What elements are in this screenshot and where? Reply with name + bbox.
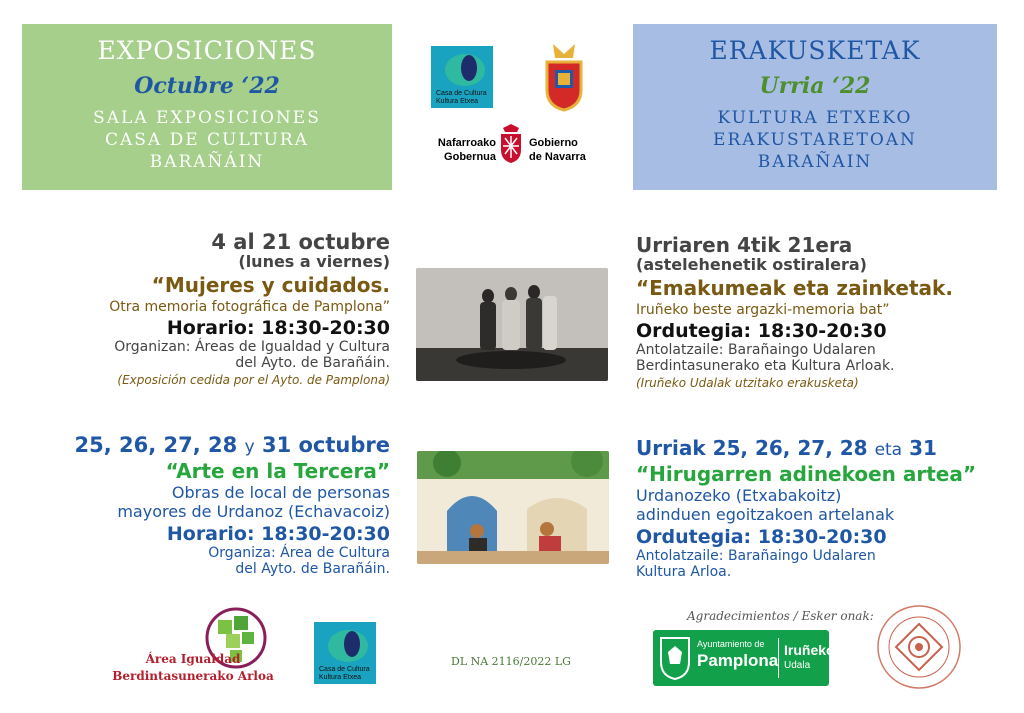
exhibit-description: adinduen egoitzakoen artelanak bbox=[636, 505, 895, 524]
header-sub-es bbox=[22, 107, 392, 173]
exhibit-organizer: Antolatzaile: Barañaingo Udalaren bbox=[636, 548, 876, 564]
header-sub-line: BARAÑÁIN bbox=[149, 152, 265, 172]
dates-part: 31 bbox=[909, 436, 937, 460]
exhibit2-eu bbox=[636, 436, 1016, 580]
svg-text:Kultura Etxea: Kultura Etxea bbox=[319, 674, 362, 681]
dates-connector: y bbox=[244, 437, 255, 457]
pamplona-shield-icon bbox=[659, 636, 691, 680]
header-title-eu: ERAKUSKETAK bbox=[709, 36, 921, 65]
exhibit-organizer: del Ayto. de Barañáin. bbox=[235, 561, 390, 577]
gobierno-navarra-label: Gobierno de Navarra bbox=[529, 137, 586, 163]
header-box-es bbox=[22, 24, 392, 190]
exhibit-title: “Arte en la Tercera” bbox=[165, 459, 390, 483]
igualdad-text: Área Igualdad bbox=[145, 652, 241, 666]
casa-cultura-icon bbox=[314, 622, 376, 684]
svg-text:Casa de Cultura: Casa de Cultura bbox=[436, 90, 487, 97]
dates-connector: eta bbox=[874, 440, 903, 460]
exhibit-organizer: Antolatzaile: Barañaingo Udalaren bbox=[636, 342, 876, 358]
exhibit-dates: Urriaren 4tik 21era bbox=[636, 233, 853, 257]
exhibit-organizer: Kultura Arloa. bbox=[636, 564, 732, 580]
exhibit-description: mayores de Urdanoz (Echavacoiz) bbox=[117, 502, 390, 521]
irunea-main-text: Iruñeko bbox=[784, 642, 835, 658]
dates-part: 31 octubre bbox=[261, 433, 390, 457]
painting-photo bbox=[417, 451, 609, 564]
exhibit-hours: Horario: 18:30-20:30 bbox=[166, 523, 390, 545]
exhibit-organizer: Organiza: Área de Cultura bbox=[208, 545, 390, 561]
exhibit-dates bbox=[636, 436, 1016, 460]
exhibit-title: “Mujeres y cuidados. bbox=[151, 273, 390, 297]
painting-image bbox=[417, 451, 609, 564]
header-month-eu: Urria ‘22 bbox=[759, 73, 871, 99]
header-sub-line: BARAÑAIN bbox=[757, 152, 873, 172]
dates-part: 25, 26, 27, 28 bbox=[74, 433, 238, 457]
exhibit-hours: Ordutegia: 18:30-20:30 bbox=[636, 320, 887, 342]
exhibit-description: Urdanozeko (Etxabakoitz) bbox=[636, 486, 842, 505]
exhibit-dates bbox=[40, 433, 390, 457]
exhibit1-eu bbox=[636, 233, 1006, 390]
nombrar-mujeres-seal bbox=[876, 604, 962, 690]
exhibit-dates: 4 al 21 octubre bbox=[211, 230, 390, 254]
svg-text:Kultura Etxea: Kultura Etxea bbox=[436, 98, 479, 105]
exhibit-days: (astelehenetik ostiralera) bbox=[636, 255, 867, 274]
exhibit1-es bbox=[70, 230, 390, 387]
header-sub-line: CASA DE CULTURA bbox=[104, 130, 310, 150]
header-sub-eu bbox=[633, 107, 997, 173]
header-box-eu bbox=[633, 24, 997, 190]
legal-deposit: DL NA 2116/2022 LG bbox=[451, 655, 571, 668]
igualdad-text: Berdintasunerako Arloa bbox=[112, 669, 274, 683]
dates-part: Urriak 25, 26, 27, 28 bbox=[636, 436, 868, 460]
exhibit-note: (Exposición cedida por el Ayto. de Pamplona) bbox=[117, 373, 390, 387]
exhibit-subtitle: Iruñeko beste argazki-memoria bat” bbox=[636, 302, 890, 318]
seal-icon bbox=[876, 604, 962, 690]
header-sub-line: ERAKUSTARETOAN bbox=[713, 130, 917, 150]
exhibit-title: “Emakumeak eta zainketak. bbox=[636, 276, 953, 300]
navarra-shield-icon bbox=[499, 124, 523, 164]
sculpture-photo bbox=[416, 268, 608, 381]
pamplona-top-text: Ayuntamiento de bbox=[697, 639, 765, 649]
header-month-es: Octubre ‘22 bbox=[134, 73, 280, 99]
header-sub-line: KULTURA ETXEKO bbox=[717, 108, 913, 128]
baranain-coat-of-arms bbox=[543, 40, 585, 112]
casa-cultura-logo-top bbox=[431, 46, 493, 108]
exhibit-organizer: Berdintasunerako eta Kultura Arloak. bbox=[636, 358, 895, 374]
casa-cultura-logo-bottom bbox=[314, 622, 376, 684]
exhibit2-es bbox=[40, 433, 390, 577]
exhibit-organizer: Organizan: Áreas de Igualdad y Cultura bbox=[114, 339, 390, 355]
sculpture-image bbox=[416, 268, 608, 381]
agradecimientos-label: Agradecimientos / Esker onak: bbox=[687, 609, 874, 623]
exhibit-hours: Ordutegia: 18:30-20:30 bbox=[636, 526, 887, 548]
pamplona-logo bbox=[653, 630, 835, 686]
exhibit-title: “Hirugarren adinekoen artea” bbox=[636, 462, 977, 486]
navarra-shield bbox=[499, 124, 523, 164]
exhibit-days: (lunes a viernes) bbox=[238, 252, 390, 271]
exhibit-hours: Horario: 18:30-20:30 bbox=[166, 317, 390, 339]
exhibit-description: Obras de local de personas bbox=[171, 483, 390, 502]
exhibit-note: (Iruñeko Udalak utzitako erakusketa) bbox=[636, 376, 859, 390]
header-sub-line: SALA EXPOSICIONES bbox=[93, 108, 321, 128]
coat-of-arms-icon bbox=[543, 40, 585, 112]
casa-cultura-icon bbox=[431, 46, 493, 108]
exhibit-subtitle: Otra memoria fotográfica de Pamplona” bbox=[109, 299, 390, 315]
igualdad-label bbox=[108, 651, 278, 685]
irunea-sub-text: Udala bbox=[784, 660, 811, 671]
nafarroa-gobernua-label: Nafarroako Gobernua bbox=[437, 137, 496, 163]
pamplona-divider bbox=[778, 638, 779, 678]
header-title-es: EXPOSICIONES bbox=[97, 36, 317, 65]
pamplona-main-text: Pamplona bbox=[697, 651, 779, 670]
svg-text:Casa de Cultura: Casa de Cultura bbox=[319, 666, 370, 673]
exhibit-organizer: del Ayto. de Barañáin. bbox=[235, 355, 390, 371]
